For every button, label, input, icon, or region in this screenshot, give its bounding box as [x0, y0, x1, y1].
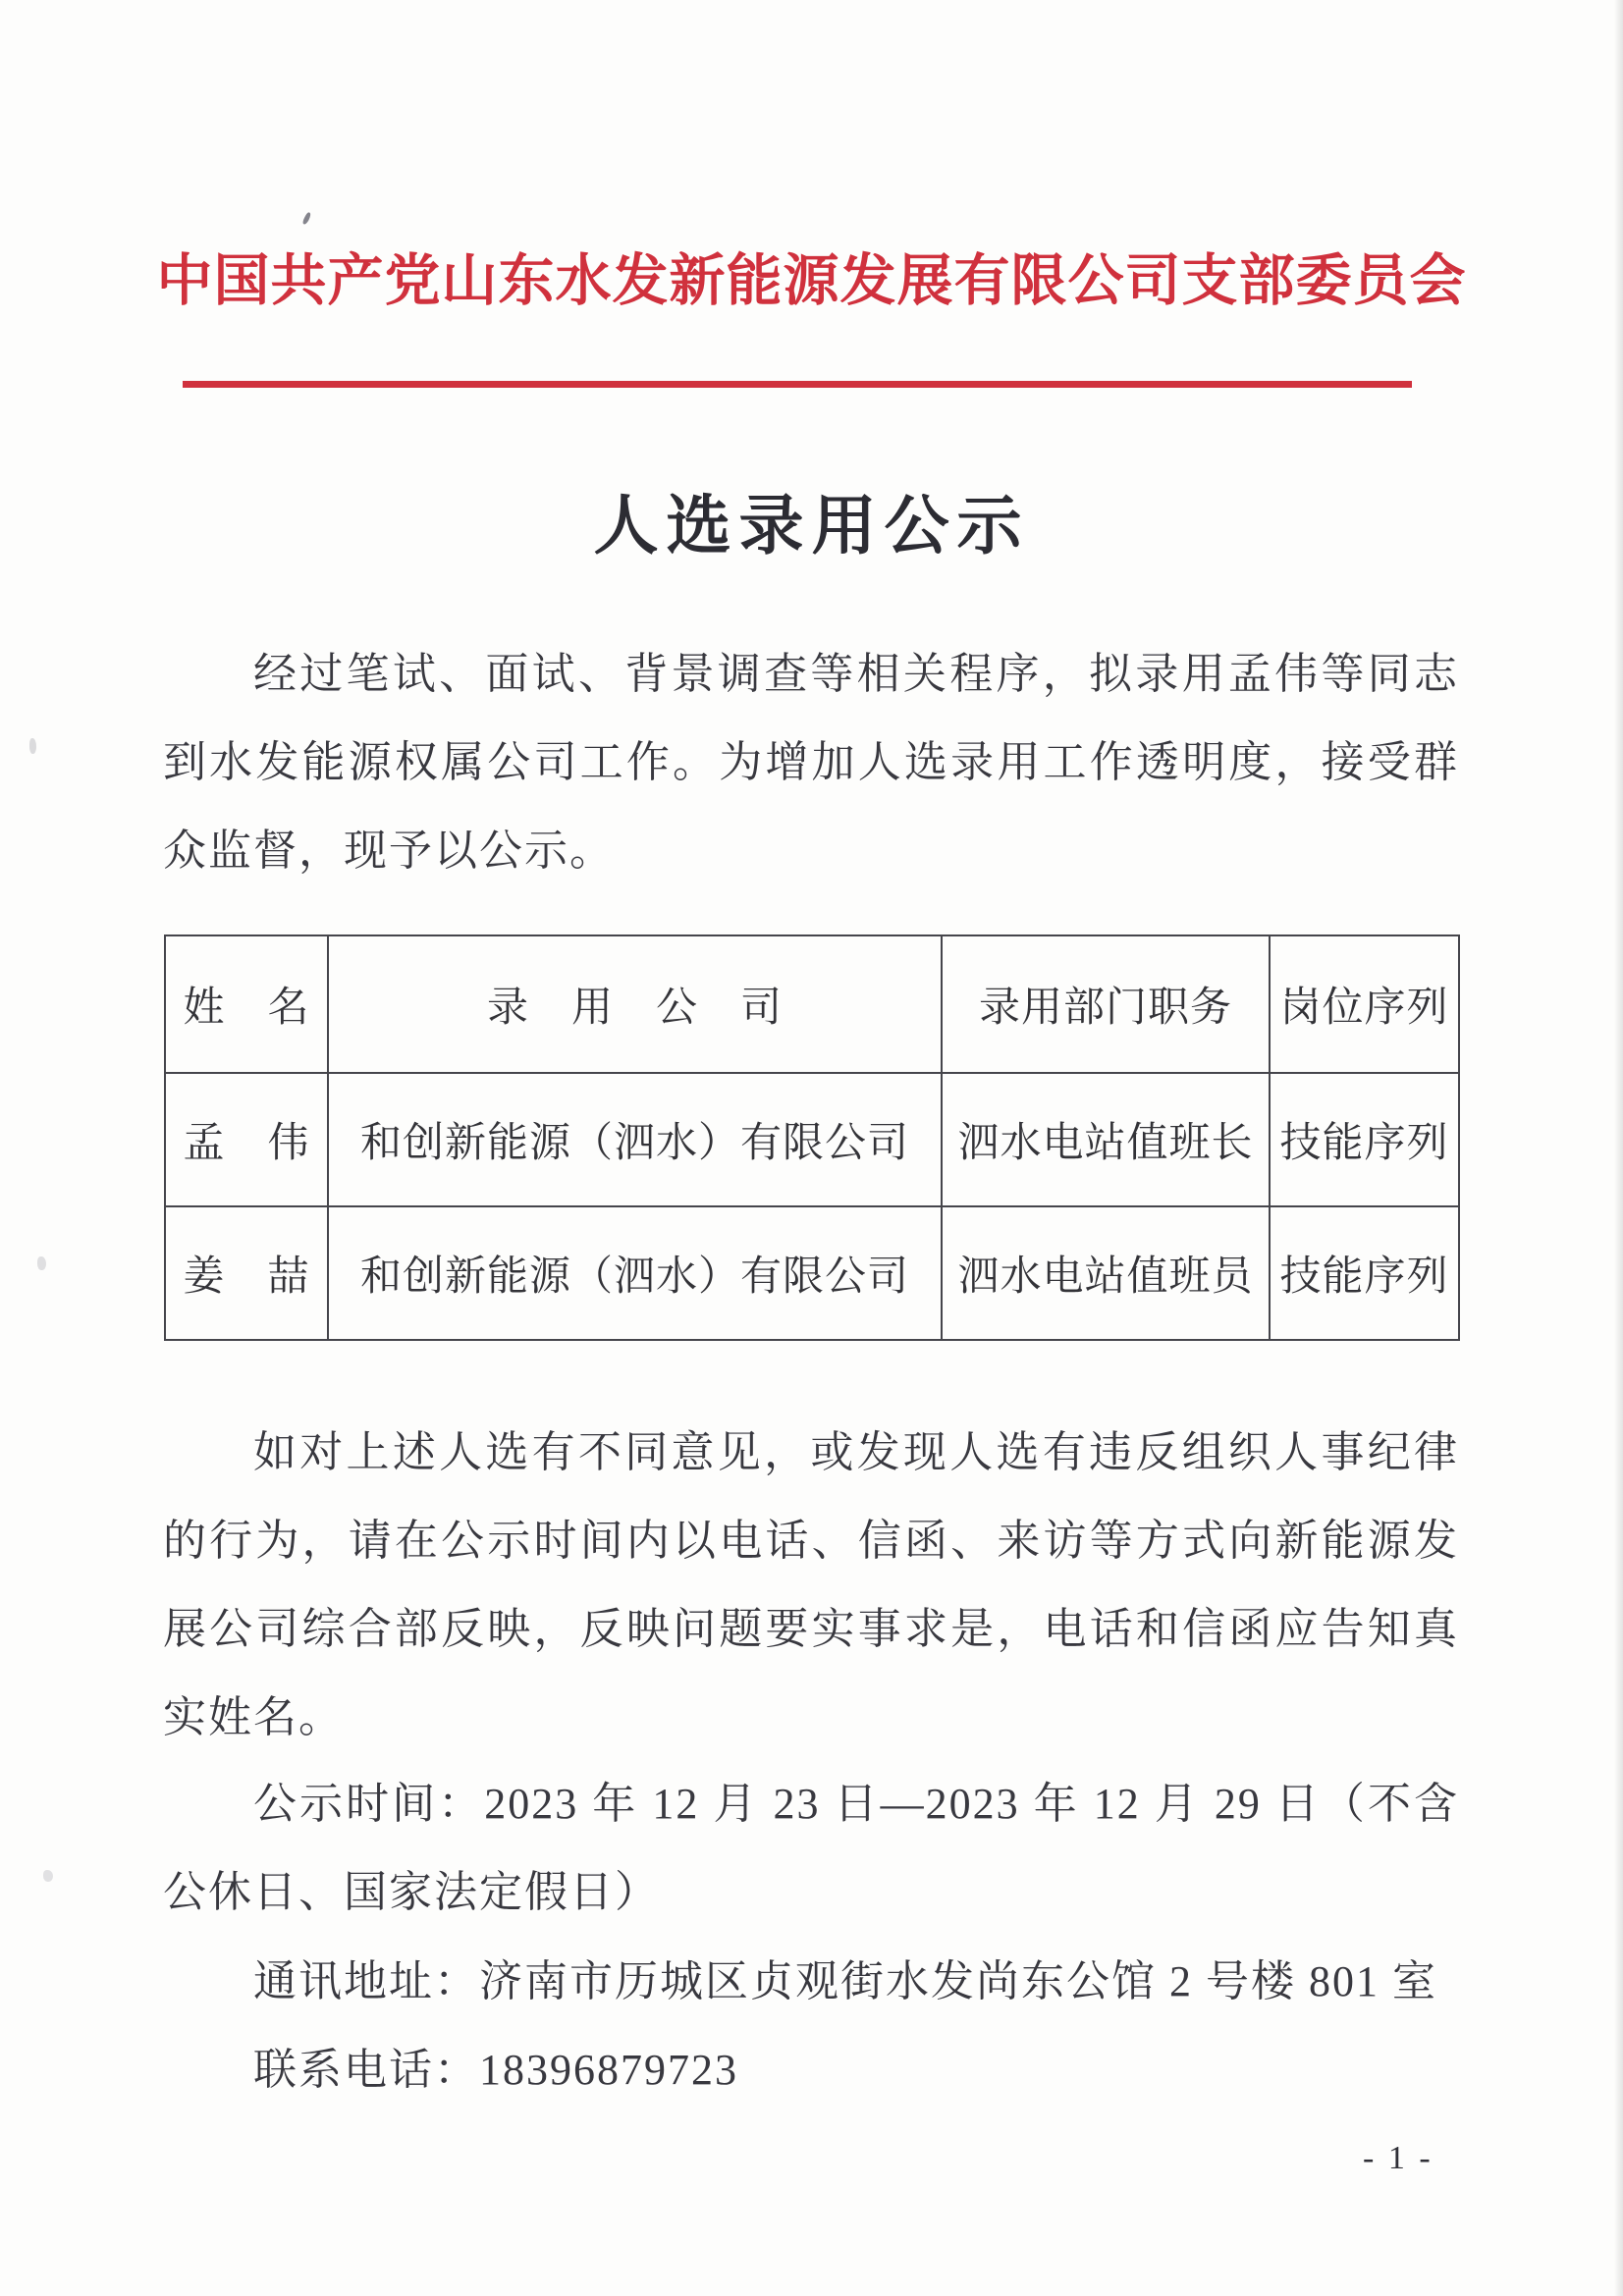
document-title: 人选录用公示	[593, 491, 1030, 562]
cell-company: 和创新能源（泗水）有限公司	[328, 1073, 942, 1206]
cell-name: 孟 伟	[165, 1073, 328, 1206]
contact-phone-line: 联系电话：18396879723	[253, 2046, 738, 2094]
cell-jobseries: 技能序列	[1270, 1206, 1459, 1340]
header-cell-name: 姓 名	[165, 935, 328, 1073]
header-cell-position: 录用部门职务	[942, 935, 1270, 1073]
cell-jobseries: 技能序列	[1270, 1073, 1459, 1206]
cell-company: 和创新能源（泗水）有限公司	[328, 1206, 942, 1340]
scan-artifact	[37, 1256, 46, 1270]
letterhead-red-rule	[183, 381, 1412, 388]
page-number: - 1 -	[1363, 2140, 1434, 2176]
scan-artifact	[301, 212, 312, 226]
contact-address-line: 通讯地址：济南市历城区贞观街水发尚东公馆 2 号楼 801 室	[253, 1957, 1437, 2005]
table-row	[165, 1206, 1459, 1340]
scan-artifact	[43, 1870, 53, 1882]
header-cell-company: 录 用 公 司	[328, 935, 942, 1073]
header-cell-jobseries: 岗位序列	[1270, 935, 1459, 1073]
organization-letterhead-title: 中国共产党山东水发新能源发展有限公司支部委员会	[156, 250, 1467, 312]
publicity-period-paragraph: 公示时间：2023 年 12 月 23 日—2023 年 12 月 29 日（不含公休日、国家法定假日）	[163, 1780, 1459, 1916]
objection-instructions-paragraph: 如对上述人选有不同意见，或发现人选有违反组织人事纪律的行为，请在公示时间内以电话、信函、来访等方式向新能源发展公司综合部反映，反映问题要实事求是，电话和信函应告知真实姓名。	[163, 1428, 1459, 1741]
table-header-row	[165, 935, 1459, 1073]
scan-artifact	[29, 738, 36, 754]
intro-paragraph: 经过笔试、面试、背景调查等相关程序，拟录用孟伟等同志到水发能源权属公司工作。为增加人选录用工作透明度，接受群众监督，现予以公示。	[163, 650, 1459, 875]
hiring-announcement-table	[164, 934, 1460, 1341]
table-row	[165, 1073, 1459, 1206]
cell-position: 泗水电站值班员	[942, 1206, 1270, 1340]
cell-name: 姜 喆	[165, 1206, 328, 1340]
scan-edge-shadow	[1614, 0, 1623, 2296]
cell-position: 泗水电站值班长	[942, 1073, 1270, 1206]
